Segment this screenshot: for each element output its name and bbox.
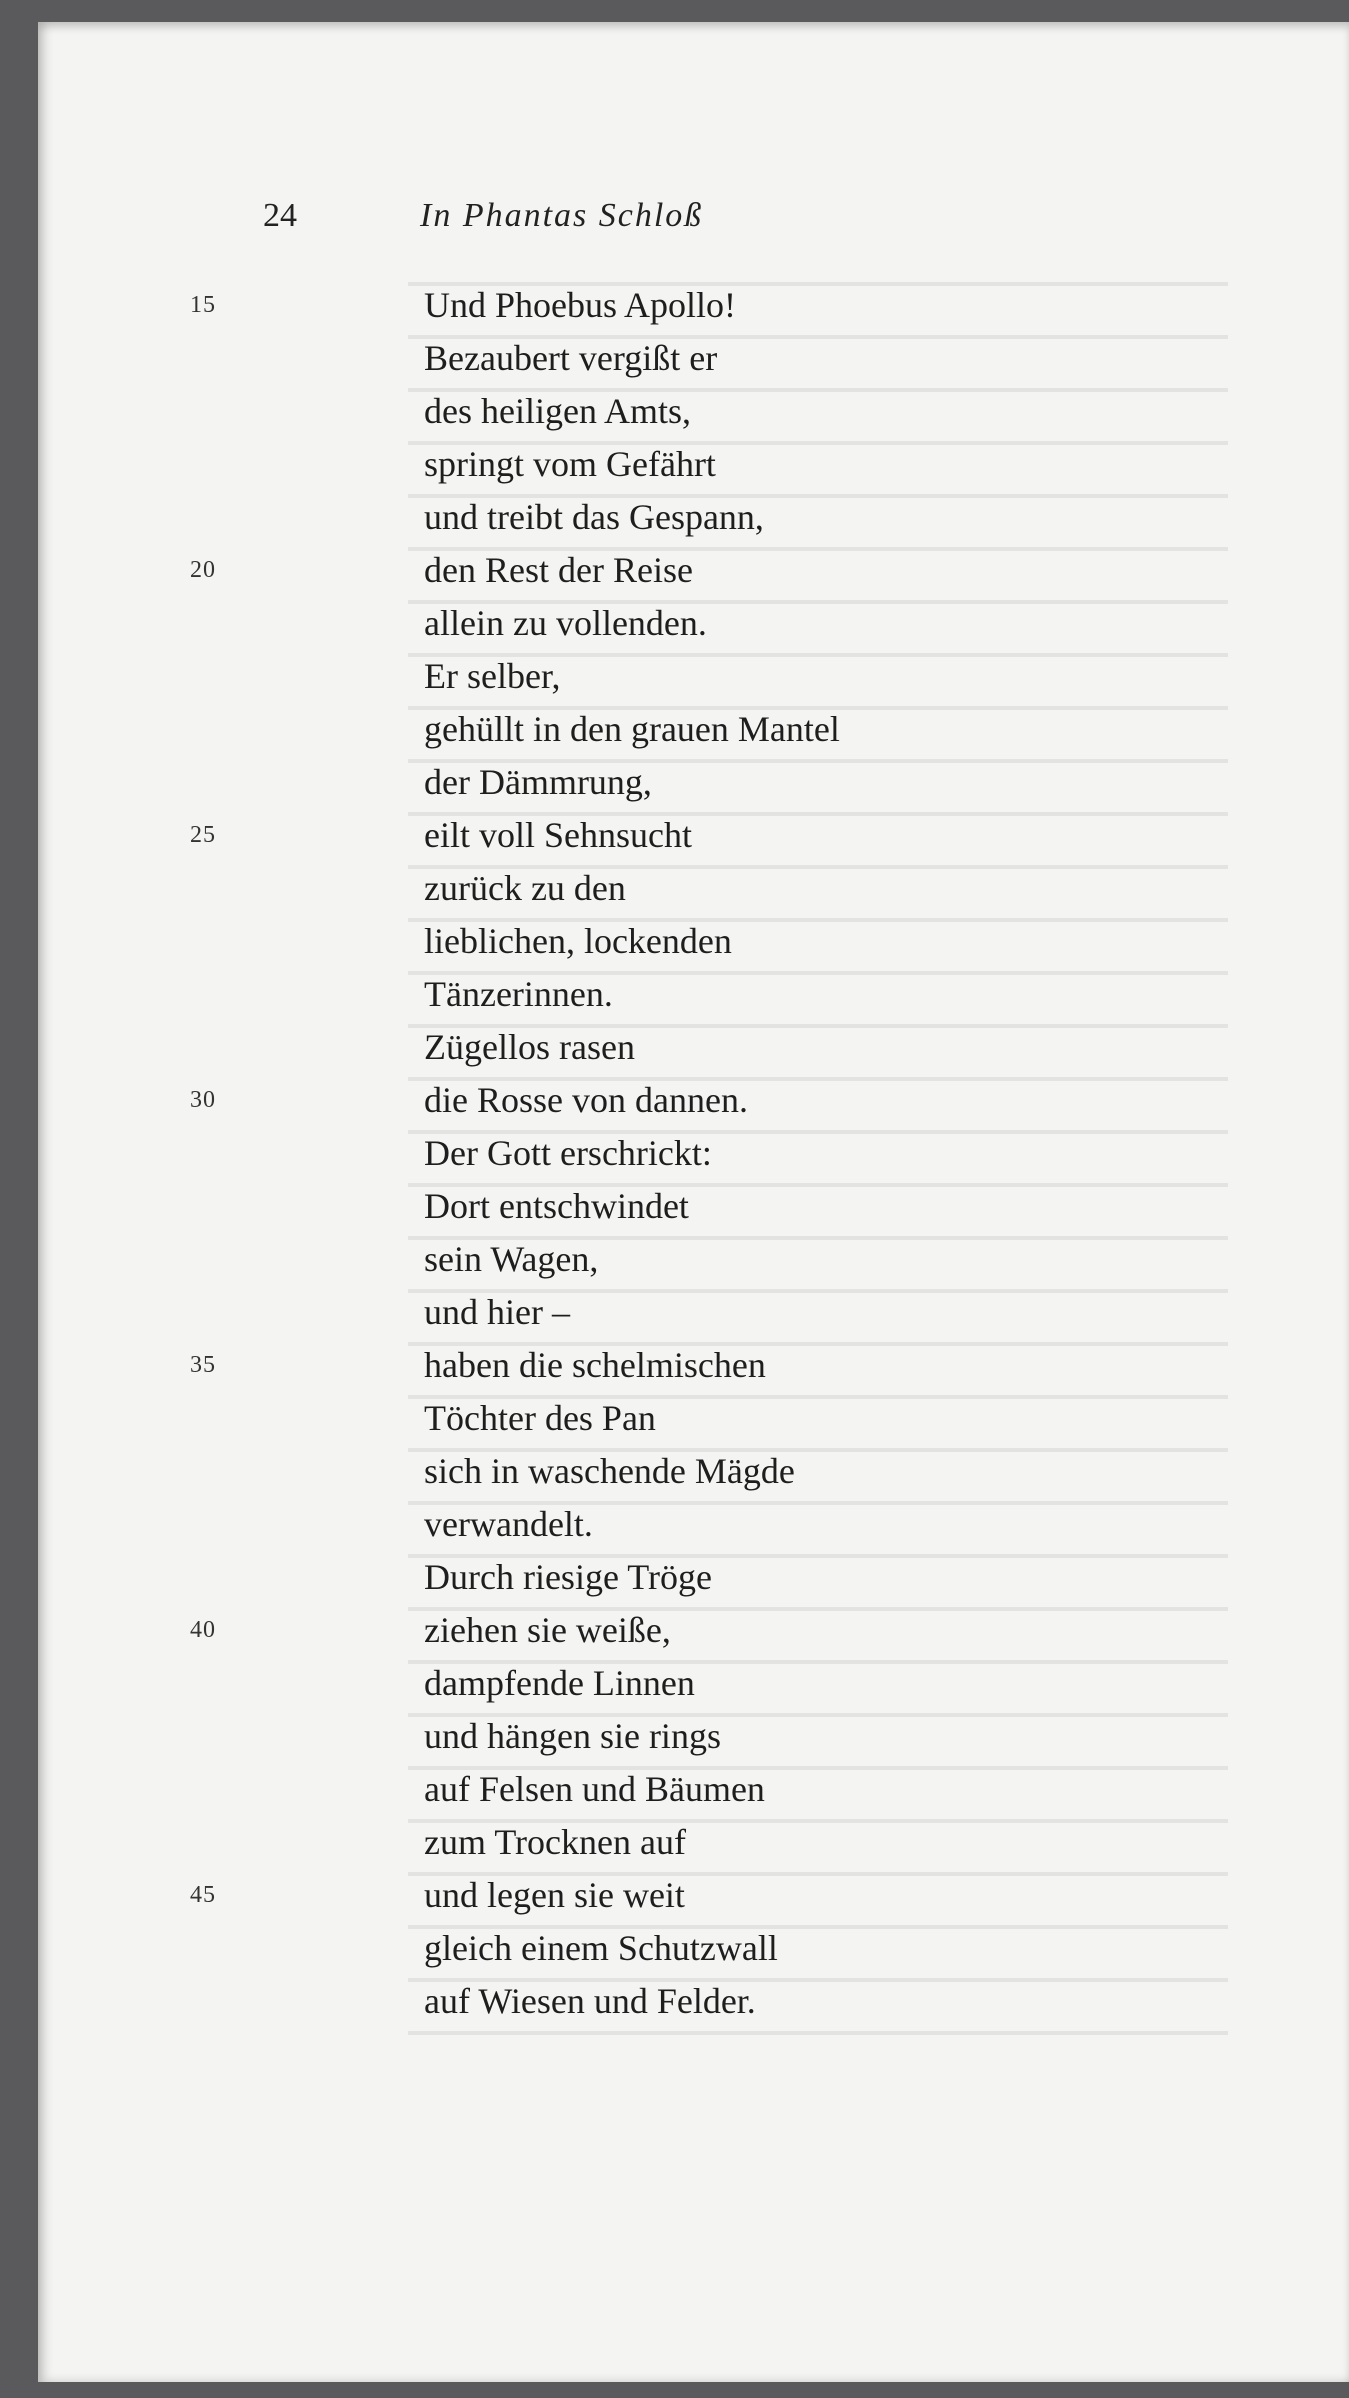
line-text: Durch riesige Tröge [424, 1557, 712, 1597]
poem-line [38, 602, 1349, 655]
line-text: und legen sie weit [424, 1875, 685, 1915]
line-text: des heiligen Amts, [424, 391, 691, 431]
line-number: 30 [190, 1087, 216, 1113]
line-text: und hier – [424, 1292, 570, 1332]
line-number: 35 [190, 1352, 216, 1378]
poem-line [38, 1821, 1349, 1874]
poem-line [38, 708, 1349, 761]
line-text: und treibt das Gespann, [424, 497, 764, 537]
poem-line [38, 1662, 1349, 1715]
poem-line [38, 867, 1349, 920]
poem-line [38, 1185, 1349, 1238]
poem-line [38, 655, 1349, 708]
poem-line [38, 443, 1349, 496]
poem-line [38, 496, 1349, 549]
poem-line [38, 549, 1349, 602]
line-text: auf Felsen und Bäumen [424, 1769, 765, 1809]
line-text: gleich einem Schutzwall [424, 1928, 778, 1968]
poem-line [38, 1980, 1349, 2033]
line-text: sein Wagen, [424, 1239, 599, 1279]
line-text: Der Gott erschrickt: [424, 1133, 712, 1173]
poem-line [38, 1397, 1349, 1450]
poem-line [38, 1715, 1349, 1768]
line-text: zum Trocknen auf [424, 1822, 686, 1862]
poem-line [38, 1026, 1349, 1079]
poem-line [38, 1503, 1349, 1556]
poem-line [38, 1768, 1349, 1821]
line-text: Tänzerinnen. [424, 974, 613, 1014]
poem-line [38, 1344, 1349, 1397]
line-text: verwandelt. [424, 1504, 593, 1544]
line-text: Und Phoebus Apollo! [424, 285, 737, 325]
poem-line [38, 920, 1349, 973]
poem-line [38, 814, 1349, 867]
line-text: sich in waschende Mägde [424, 1451, 795, 1491]
poem-line [38, 1079, 1349, 1132]
line-text: Töchter des Pan [424, 1398, 656, 1438]
poem-line [38, 1874, 1349, 1927]
line-text: Er selber, [424, 656, 561, 696]
poem-line [38, 761, 1349, 814]
poem-line [38, 1238, 1349, 1291]
line-text: Dort entschwindet [424, 1186, 689, 1226]
line-text: die Rosse von dannen. [424, 1080, 748, 1120]
line-number: 20 [190, 557, 216, 583]
poem-line [38, 1132, 1349, 1185]
line-text: Bezaubert vergißt er [424, 338, 718, 378]
line-text: gehüllt in den grauen Mantel [424, 709, 840, 749]
line-text: springt vom Gefährt [424, 444, 716, 484]
line-number: 40 [190, 1617, 216, 1643]
line-text: allein zu vollenden. [424, 603, 707, 643]
poem-line [38, 1927, 1349, 1980]
page-number: 24 [263, 197, 297, 234]
line-text: Zügellos rasen [424, 1027, 635, 1067]
line-text: der Dämmrung, [424, 762, 652, 802]
poem-line [38, 337, 1349, 390]
poem-line [38, 1609, 1349, 1662]
line-text: haben die schelmischen [424, 1345, 766, 1385]
line-text: und hängen sie rings [424, 1716, 721, 1756]
poem-line [38, 284, 1349, 337]
line-number: 15 [190, 292, 216, 318]
line-text: zurück zu den [424, 868, 626, 908]
poem-line [38, 1556, 1349, 1609]
book-page [38, 22, 1349, 2382]
line-text: auf Wiesen und Felder. [424, 1981, 756, 2021]
poem-line [38, 973, 1349, 1026]
line-text: eilt voll Sehnsucht [424, 815, 692, 855]
running-title: In Phantas Schloß [420, 197, 704, 234]
line-text: ziehen sie weiße, [424, 1610, 671, 1650]
line-text: lieblichen, lockenden [424, 921, 732, 961]
line-text: den Rest der Reise [424, 550, 693, 590]
line-text: dampfende Linnen [424, 1663, 695, 1703]
poem-line [38, 1450, 1349, 1503]
line-number: 45 [190, 1882, 216, 1908]
poem-line [38, 390, 1349, 443]
poem-line [38, 1291, 1349, 1344]
line-number: 25 [190, 822, 216, 848]
